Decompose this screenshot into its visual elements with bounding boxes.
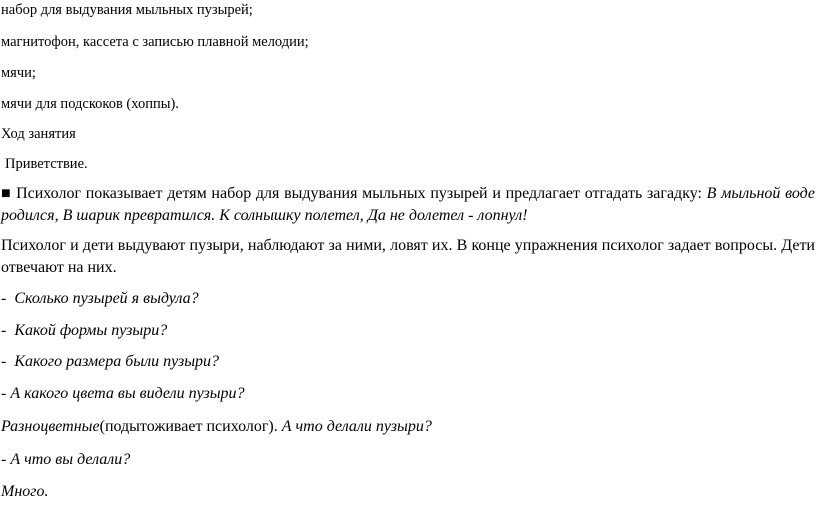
riddle-intro-text: Психолог показывает детям набор для выдувания мыльных пузырей и предлагает отгадать загадку: bbox=[16, 185, 707, 202]
question-line bbox=[1, 290, 199, 308]
greeting-line: Приветствие. bbox=[5, 156, 88, 172]
question-text: Какой формы пузыри? bbox=[14, 322, 168, 339]
question-line bbox=[1, 353, 219, 371]
answer-line bbox=[1, 418, 432, 436]
materials-item-tape-recorder: магнитофон, кассета с записью плавной мелодии; bbox=[1, 34, 309, 50]
bullet-square-icon: ■ bbox=[1, 185, 12, 202]
materials-item-balls: мячи; bbox=[1, 65, 36, 81]
question-what-did-you-do: - А что вы делали? bbox=[1, 451, 131, 468]
paragraph-activity: Психолог и дети выдувают пузыри, наблюдают за ними, ловят их. В конце упражнения психолог задает вопросы. Дети отвечают на них. bbox=[1, 237, 815, 276]
section-heading: Ход занятия bbox=[1, 126, 76, 142]
answer-note: (подытоживает психолог). bbox=[99, 418, 282, 435]
materials-item-soap-bubbles: набор для выдувания мыльных пузырей; bbox=[1, 2, 253, 18]
materials-item-hoppers: мячи для подскоков (хоппы). bbox=[1, 96, 179, 112]
question-line bbox=[1, 322, 167, 340]
riddle-text: В мыльной воде родился, В шарик превратился. К солнышку полетел, Да не долетел - лопнул! bbox=[1, 185, 815, 224]
question-dash: - bbox=[1, 385, 11, 402]
question-text: Какого размера были пузыри? bbox=[14, 353, 220, 370]
answer-question: А что делали пузыри? bbox=[281, 418, 432, 435]
question-line bbox=[1, 385, 245, 403]
question-text: А какого цвета вы видели пузыри? bbox=[10, 385, 245, 402]
final-answer: Много. bbox=[1, 483, 49, 500]
question-text: Сколько пузырей я выдула? bbox=[14, 290, 199, 307]
answer-colorful: Разноцветные bbox=[1, 418, 100, 435]
question-dash: - bbox=[1, 353, 7, 370]
paragraph-riddle bbox=[1, 183, 815, 227]
question-dash: - bbox=[1, 322, 7, 339]
question-dash: - bbox=[1, 290, 7, 307]
